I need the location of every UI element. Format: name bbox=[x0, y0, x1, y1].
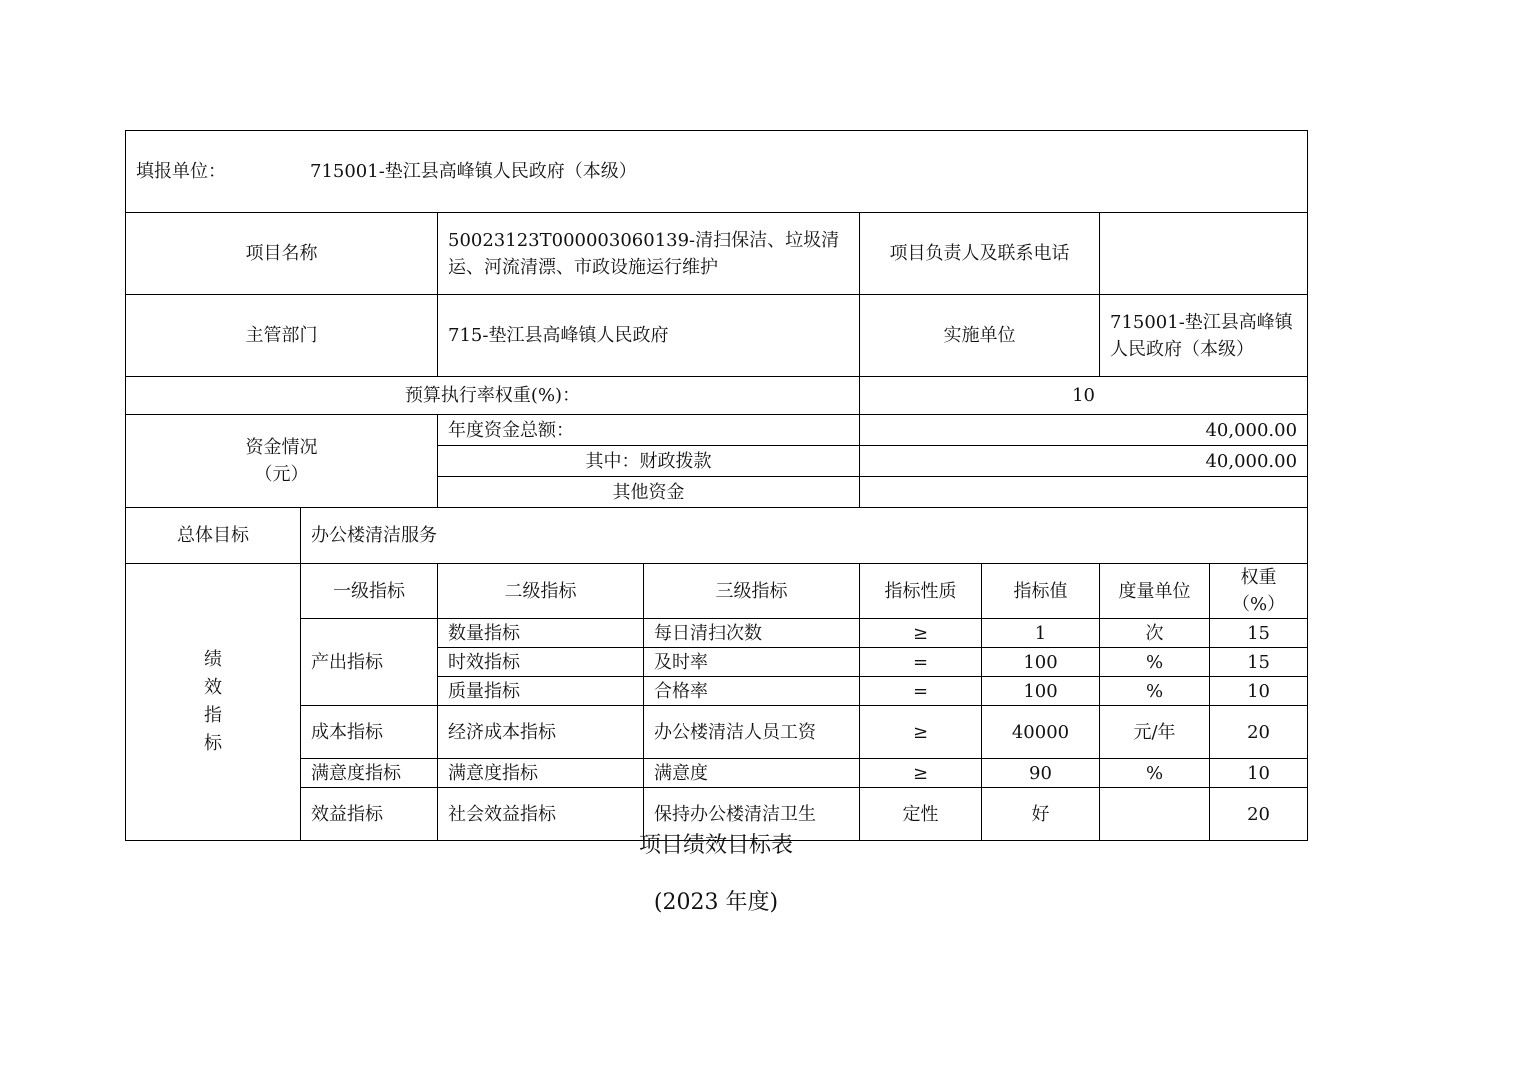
nature-cell: ≥ bbox=[860, 759, 982, 788]
funds-label-cell bbox=[126, 415, 438, 508]
overall-goal-row bbox=[126, 508, 1308, 564]
overall-goal-label: 总体目标 bbox=[126, 508, 301, 564]
level2-cell: 数量指标 bbox=[438, 619, 644, 648]
reporting-unit-value: 715001-垫江县高峰镇人民政府（本级） bbox=[310, 161, 637, 182]
budget-rate-row bbox=[126, 377, 1308, 415]
nature-cell: ≥ bbox=[860, 619, 982, 648]
value-cell: 1 bbox=[982, 619, 1100, 648]
indicator-header-row bbox=[126, 564, 1308, 619]
project-name-row bbox=[126, 213, 1308, 295]
reporting-unit-cell bbox=[126, 131, 1308, 213]
table-row bbox=[126, 706, 1308, 759]
funds-unit-label: （元） bbox=[254, 464, 309, 485]
reporting-unit-row bbox=[126, 131, 1308, 213]
level3-cell: 保持办公楼清洁卫生 bbox=[644, 788, 860, 841]
level3-cell: 满意度 bbox=[644, 759, 860, 788]
nature-cell: 定性 bbox=[860, 788, 982, 841]
funds-fiscal-label: 其中：财政拨款 bbox=[438, 446, 860, 477]
level3-cell: 办公楼清洁人员工资 bbox=[644, 706, 860, 759]
level2-cell: 时效指标 bbox=[438, 648, 644, 677]
funds-total-row bbox=[126, 415, 1308, 446]
project-name-value: 50023123T000003060139-清扫保洁、垃圾清运、河流清漂、市政设施运行维护 bbox=[438, 213, 860, 295]
level2-cell: 社会效益指标 bbox=[438, 788, 644, 841]
header-nature: 指标性质 bbox=[860, 564, 982, 619]
unit-cell: % bbox=[1100, 759, 1210, 788]
nature-cell: = bbox=[860, 677, 982, 706]
weight-cell: 10 bbox=[1210, 759, 1308, 788]
budget-rate-label: 预算执行率权重(%)： bbox=[126, 377, 860, 415]
level1-cell: 效益指标 bbox=[301, 788, 438, 841]
weight-cell: 15 bbox=[1210, 619, 1308, 648]
overall-goal-value: 办公楼清洁服务 bbox=[301, 508, 1308, 564]
indicator-section-text bbox=[204, 646, 222, 758]
indicator-section-label bbox=[126, 564, 301, 841]
implementing-unit-value: 715001-垫江县高峰镇人民政府（本级） bbox=[1100, 295, 1308, 377]
indicator-section-char: 效 bbox=[204, 677, 222, 698]
budget-rate-value: 10 bbox=[860, 377, 1308, 415]
value-cell: 好 bbox=[982, 788, 1100, 841]
implementing-unit-label: 实施单位 bbox=[860, 295, 1100, 377]
indicator-section-char: 标 bbox=[204, 733, 222, 754]
level2-cell: 质量指标 bbox=[438, 677, 644, 706]
project-contact-value bbox=[1100, 213, 1308, 295]
nature-cell: ≥ bbox=[860, 706, 982, 759]
header-level1: 一级指标 bbox=[301, 564, 438, 619]
value-cell: 100 bbox=[982, 677, 1100, 706]
unit-cell: % bbox=[1100, 648, 1210, 677]
department-row bbox=[126, 295, 1308, 377]
performance-target-table bbox=[125, 130, 1308, 841]
reporting-unit-label: 填报单位： bbox=[136, 161, 226, 182]
value-cell: 90 bbox=[982, 759, 1100, 788]
value-cell: 100 bbox=[982, 648, 1100, 677]
nature-cell: = bbox=[860, 648, 982, 677]
header-weight: 权重（%） bbox=[1210, 564, 1308, 619]
header-level3: 三级指标 bbox=[644, 564, 860, 619]
indicator-section-char: 指 bbox=[204, 705, 222, 726]
level1-cell: 满意度指标 bbox=[301, 759, 438, 788]
project-contact-label: 项目负责人及联系电话 bbox=[860, 213, 1100, 295]
department-value: 715-垫江县高峰镇人民政府 bbox=[438, 295, 860, 377]
level3-cell: 合格率 bbox=[644, 677, 860, 706]
funds-other-value bbox=[860, 477, 1308, 508]
table-row bbox=[126, 759, 1308, 788]
value-cell: 40000 bbox=[982, 706, 1100, 759]
weight-cell: 10 bbox=[1210, 677, 1308, 706]
header-level2: 二级指标 bbox=[438, 564, 644, 619]
level2-cell: 经济成本指标 bbox=[438, 706, 644, 759]
level1-cell: 产出指标 bbox=[301, 619, 438, 706]
weight-cell: 20 bbox=[1210, 788, 1308, 841]
unit-cell: 次 bbox=[1100, 619, 1210, 648]
funds-fiscal-value: 40,000.00 bbox=[860, 446, 1308, 477]
funds-other-label: 其他资金 bbox=[438, 477, 860, 508]
unit-cell: % bbox=[1100, 677, 1210, 706]
funds-label: 资金情况 bbox=[245, 437, 318, 458]
level3-cell: 及时率 bbox=[644, 648, 860, 677]
level3-cell: 每日清扫次数 bbox=[644, 619, 860, 648]
unit-cell: 元/年 bbox=[1100, 706, 1210, 759]
level1-cell: 成本指标 bbox=[301, 706, 438, 759]
document-title: 项目绩效目标表 bbox=[638, 833, 793, 858]
funds-total-label: 年度资金总额： bbox=[438, 415, 860, 446]
department-label: 主管部门 bbox=[126, 295, 438, 377]
funds-total-value: 40,000.00 bbox=[860, 415, 1308, 446]
table-row bbox=[126, 619, 1308, 648]
header-unit: 度量单位 bbox=[1100, 564, 1210, 619]
weight-cell: 20 bbox=[1210, 706, 1308, 759]
header-value: 指标值 bbox=[982, 564, 1100, 619]
weight-cell: 15 bbox=[1210, 648, 1308, 677]
project-name-label: 项目名称 bbox=[126, 213, 438, 295]
level2-cell: 满意度指标 bbox=[438, 759, 644, 788]
document-year: (2023 年度) bbox=[653, 890, 779, 915]
indicator-section-char: 绩 bbox=[204, 649, 222, 670]
